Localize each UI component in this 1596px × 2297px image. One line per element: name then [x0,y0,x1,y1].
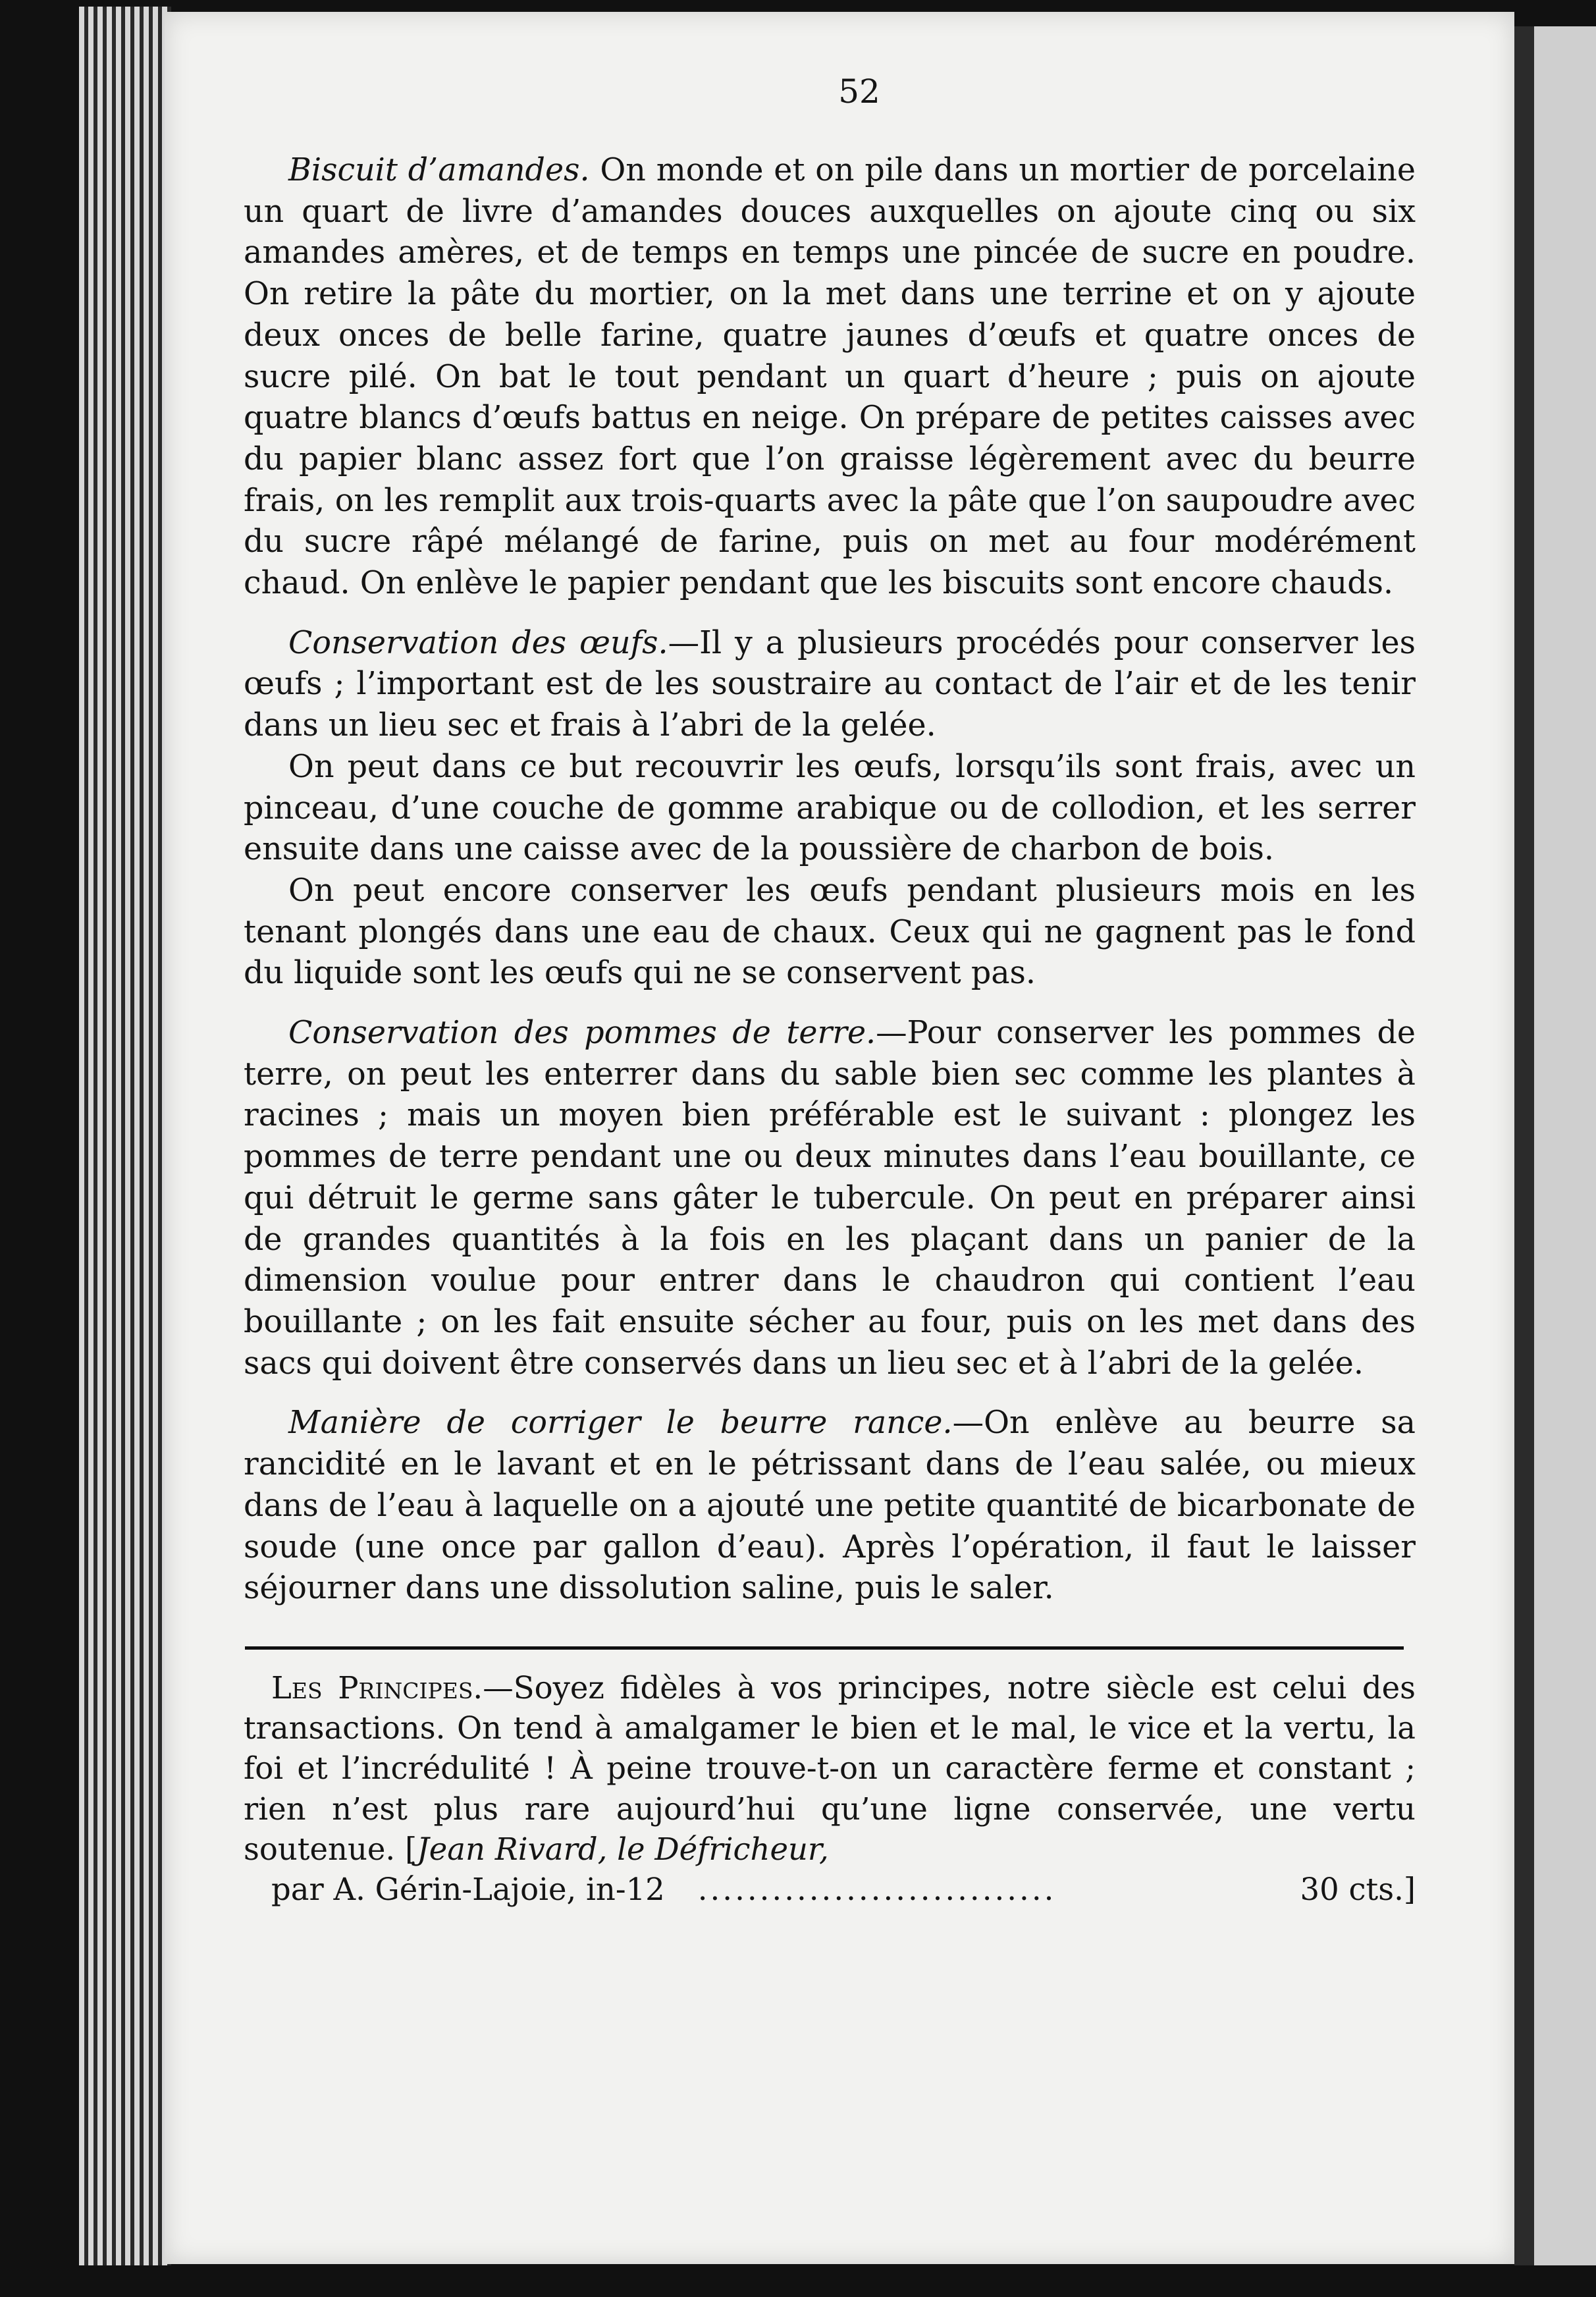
section-title: Conservation des œufs. [288,624,668,661]
section-text: —Il y a plusieurs procédés pour conserver les œufs ; l’important est de les soustraire au contact de l’air et de les tenir dans un lieu sec et frais à l’abri de la gelée. [244,624,1416,744]
section-text: —On enlève au beurre sa rancidité en le lavant et en le pétrissant dans de l’eau salée, ou mieux dans de l’eau à laquelle on a ajouté une petite quantité de bicarbonate de soude (une once par gallon d’eau). Après l’opération, il faut le laisser séjourner dans une dissolution saline, puis le saler. [244,1405,1416,1607]
section-conservation-pommes-de-terre [244,1013,1416,1384]
section-text: —Pour conserver les pommes de terre, on peut les enterrer dans du sable bien sec comme les plantes à racines ; mais un moyen bien préférable est le suivant : plongez les pommes de terre pendant une ou deux minutes dans l’eau bouillante, ce qui détruit le germe sans gâter le tubercule. On peut en préparer ainsi de grandes quantités à la fois en les plaçant dans un panier de la dimension voulue pour entrer dans le chaudron qui contient l’eau bouillante ; on les fait ensuite sécher au four, puis on les met dans des sacs qui doivent être conservés dans un lieu sec et à l’abri de la gelée. [244,1015,1416,1382]
section-title: Manière de corriger le beurre rance. [288,1405,953,1442]
book-price: 30 cts.] [1300,1871,1416,1907]
footnote [244,1668,1416,1910]
section-text: On monde et on pile dans un mortier de porcelaine un quart de livre d’amandes douces auxquelles on ajoute cinq ou six amandes amères, et de temps en temps une pincée de sucre en poudre. On retire la pâte du mortier, on la met dans une terrine et on y ajoute deux onces de belle farine, quatre jaunes d’œufs et quatre onces de sucre pilé. On bat le tout pendant un quart d’heure ; puis on ajoute quatre blancs d’œufs battus en neige. On prépare de petites caisses avec du papier blanc assez fort que l’on graisse légèrement avec du beurre frais, on les remplit aux trois-quarts avec la pâte que l’on saupoudre avec du sucre râpé mélangé de farine, puis on met au four modérément chaud. On enlève le papier pendant que les biscuits sont encore chauds. [244,152,1416,602]
page-content [244,72,1416,1910]
section-conservation-oeufs [244,623,1416,747]
paragraph: On peut encore conserver les œufs pendant plusieurs mois en les tenant plongés dans une eau de chaux. Ceux qui ne gagnent pas le fond du liquide sont les œufs qui ne se conservent pas. [244,872,1416,992]
footnote-divider [245,1646,1404,1650]
book-author: par A. Gérin-Lajoie, in-12 [271,1871,665,1907]
leader-dots: ............................. [697,1871,1057,1907]
footnote-last-line [244,1870,1416,1910]
section-title: Biscuit d’amandes. [288,152,590,188]
book-title: Jean Rivard, le Défricheur, [417,1831,829,1867]
section-biscuit-amandes [244,150,1416,605]
footnote-text: —Soyez fidèles à vos principes, notre siècle est celui des transactions. On tend à amalgamer le bien et le mal, le vice et la vertu, la foi et l’incrédulité ! À peine trouve-t-on un caractère ferme et constant ; rien n’est plus rare aujourd’hui qu’une ligne conservée, une vertu soutenue. [ [244,1669,1416,1867]
section-beurre-rance [244,1403,1416,1609]
section-title: Conservation des pommes de terre. [288,1015,876,1052]
footnote-title: Les Principes. [271,1669,483,1706]
book-page-edges [79,7,171,2265]
paragraph: On peut dans ce but recouvrir les œufs, lorsqu’ils sont frais, avec un pinceau, d’une couche de gomme arabique ou de collodion, et les serrer ensuite dans une caisse avec de la poussière de charbon de bois. [244,748,1416,868]
facing-page-edge [1514,26,1596,2265]
page-number: 52 [838,72,880,111]
